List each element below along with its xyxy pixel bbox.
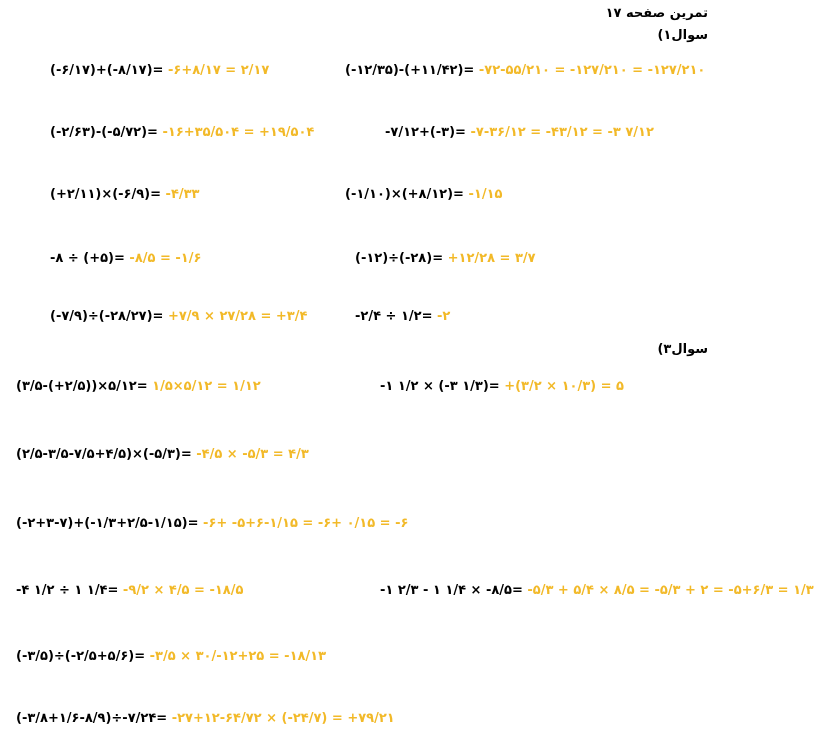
section1-heading: سوال۱) [657,28,708,43]
question-text: -۲/۴ ÷ ۱/۲= [355,309,433,324]
problem-1-5 [50,186,200,204]
question-text: -۷/۱۲+(-۳)= [385,125,466,140]
answer-text: -۹/۲ × ۴/۵ = -۱۸/۵ [122,583,244,598]
question-text: (-۶/۱۷)+(-۸/۱۷)= [50,63,164,78]
answer-text: +۷/۹ × ۲۷/۲۸ = +۳/۴ [167,309,308,324]
page-title: تمرین صفحه ۱۷ [605,6,708,21]
answer-text: +(۳/۲ × ۱۰/۳) = ۵ [504,379,624,394]
problem-1-1 [50,62,269,80]
problem-3-4 [16,515,408,533]
answer-text: -۳/۵ × ۳۰/-۱۲+۲۵ = -۱۸/۱۳ [149,649,327,664]
answer-text: -۴/۵ × -۵/۳ = ۴/۳ [196,447,309,462]
question-text: -۴ ۱/۲ ÷ ۱ ۱/۴= [16,583,119,598]
problem-1-4 [385,124,654,142]
answer-text: -۴/۳۳ [165,187,200,202]
question-text: (-۱۲)÷(-۲۸)= [355,251,444,266]
answer-text: -۱۶+۳۵/۵۰۴ = +۱۹/۵۰۴ [162,125,315,140]
problem-1-10 [355,308,450,326]
problem-3-7 [16,648,326,666]
problem-3-3 [16,446,309,464]
answer-text: +۱۲/۲۸ = ۳/۷ [447,251,536,266]
answer-text: -۵/۳ + ۵/۴ × ۸/۵ = -۵/۳ + ۲ = -۵+۶/۳ = ۱/۳ [527,583,814,598]
problem-3-5 [16,582,243,600]
problem-3-6 [380,582,814,600]
answer-text: -۶+ -۵+۶-۱/۱۵ = -۶+ ۰/۱۵ = -۶ [203,516,409,531]
answer-text: -۲ [437,309,451,324]
answer-text: -۸/۵ = -۱/۶ [129,251,202,266]
question-text: (۳/۵-(+۲/۵))×۵/۱۲= [16,379,148,394]
question-text: (-۳/۸+۱/۶-۸/۹)÷-۷/۲۴= [16,711,168,726]
problem-3-8 [16,710,395,728]
question-text: (-۱/۱۰)×(+۸/۱۲)= [345,187,464,202]
problem-1-6 [345,186,502,204]
problem-1-2 [345,62,705,80]
problem-1-8 [355,250,536,268]
problem-1-3 [50,124,314,142]
answer-text: -۱/۱۵ [468,187,503,202]
answer-text: -۷۲-۵۵/۲۱۰ = -۱۲۷/۲۱۰ = -۱۲۷/۲۱۰ [478,63,706,78]
question-text: -۱ ۱/۲ × (-۳ ۱/۳)= [380,379,500,394]
answer-text: -۲۷+۱۲-۶۴/۷۲ × (-۲۴/۷) = +۷۹/۲۱ [171,711,395,726]
answer-text: -۶+۸/۱۷ = ۲/۱۷ [167,63,270,78]
answer-text: -۷-۳۶/۱۲ = -۴۳/۱۲ = -۳ ۷/۱۲ [470,125,654,140]
problem-3-2 [380,378,624,396]
question-text: -۸ ÷ (+۵)= [50,251,125,266]
question-text: -۱ ۲/۳ - ۱ ۱/۴ × -۸/۵= [380,583,523,598]
question-text: (۲/۵-۳/۵-۷/۵+۴/۵)×(-۵/۳)= [16,447,192,462]
question-text: (-۲/۶۳)-(-۵/۷۲)= [50,125,158,140]
section3-heading: سوال۳) [657,342,708,357]
problem-1-7 [50,250,201,268]
answer-text: ۱/۵×۵/۱۲ = ۱/۱۲ [152,379,261,394]
question-text: (-۷/۹)÷(-۲۸/۲۷)= [50,309,164,324]
question-text: (+۲/۱۱)×(-۶/۹)= [50,187,162,202]
problem-3-1 [16,378,261,396]
question-text: (-۲+۳-۷)+(-۱/۳+۲/۵-۱/۱۵)= [16,516,199,531]
question-text: (-۳/۵)÷(-۲/۵+۵/۶)= [16,649,146,664]
question-text: (-۱۲/۳۵)-(+۱۱/۴۲)= [345,63,475,78]
problem-1-9 [50,308,307,326]
